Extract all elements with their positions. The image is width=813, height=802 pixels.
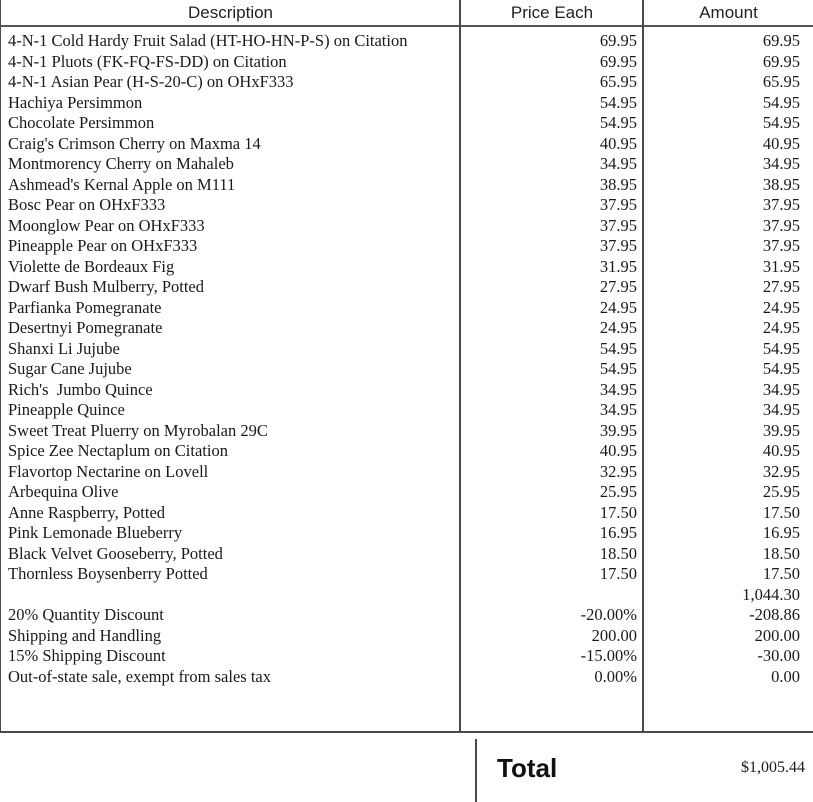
table-row <box>1 585 813 606</box>
cell-description: Craig's Crimson Cherry on Maxma 14 <box>8 133 261 153</box>
cell-amount: 40.95 <box>762 133 800 153</box>
table-row <box>1 339 813 360</box>
table-row <box>1 277 813 298</box>
cell-amount: 34.95 <box>762 400 800 419</box>
cell-price-each: 0.00% <box>594 666 637 686</box>
cell-price-each: 40.95 <box>599 441 637 460</box>
table-row <box>1 523 813 544</box>
cell-amount: 40.95 <box>762 441 800 460</box>
cell-price-each: -20.00% <box>580 605 637 624</box>
cell-price-each: 200.00 <box>591 625 637 645</box>
cell-description: Moonglow Pear on OHxF333 <box>8 215 205 235</box>
table-row <box>1 134 813 155</box>
cell-description: Pink Lemonade Blueberry <box>8 523 183 542</box>
cell-price-each: 27.95 <box>599 277 637 296</box>
cell-description: Dwarf Bush Mulberry, Potted <box>8 277 204 296</box>
cell-price-each: 54.95 <box>599 338 637 358</box>
cell-description: Sugar Cane Jujube <box>8 359 132 378</box>
cell-description: Pineapple Pear on OHxF333 <box>8 236 198 255</box>
table-row <box>1 318 813 339</box>
table-row <box>1 626 813 647</box>
total-section <box>0 735 813 802</box>
table-row <box>1 482 813 503</box>
cell-amount: 54.95 <box>762 92 800 112</box>
cell-price-each: 65.95 <box>599 72 637 91</box>
column-header-price-each: Price Each <box>510 2 594 22</box>
cell-amount: 18.50 <box>762 543 800 563</box>
cell-description: 15% Shipping Discount <box>8 646 166 665</box>
cell-price-each: 32.95 <box>599 461 637 481</box>
cell-description: Pineapple Quince <box>8 400 125 419</box>
cell-amount: 38.95 <box>762 174 800 194</box>
cell-price-each: 16.95 <box>599 523 637 542</box>
table-row <box>1 359 813 380</box>
table-row <box>1 605 813 626</box>
cell-description: Montmorency Cherry on Mahaleb <box>8 154 234 173</box>
cell-description: Ashmead's Kernal Apple on M111 <box>8 174 236 194</box>
cell-amount: 17.50 <box>762 502 800 522</box>
cell-description: Black Velvet Gooseberry, Potted <box>8 543 223 563</box>
cell-amount: 16.95 <box>762 523 800 542</box>
table-row <box>1 216 813 237</box>
cell-description: Desertnyi Pomegranate <box>8 318 163 337</box>
cell-amount: 39.95 <box>762 420 800 440</box>
cell-price-each: 54.95 <box>599 113 637 132</box>
table-row <box>1 380 813 401</box>
cell-amount: 24.95 <box>762 318 800 337</box>
table-row <box>1 564 813 585</box>
total-divider <box>475 739 477 802</box>
cell-price-each: -15.00% <box>580 646 637 665</box>
table-row <box>1 646 813 667</box>
table-row <box>1 400 813 421</box>
cell-amount: -30.00 <box>757 646 800 665</box>
cell-amount: 17.50 <box>762 564 800 583</box>
cell-price-each: 54.95 <box>599 92 637 112</box>
table-row <box>1 462 813 483</box>
cell-amount: 54.95 <box>762 359 800 378</box>
cell-description: Out-of-state sale, exempt from sales tax <box>8 666 271 686</box>
cell-description: Shipping and Handling <box>8 625 162 645</box>
cell-price-each: 34.95 <box>599 154 637 173</box>
table-row <box>1 503 813 524</box>
cell-description: Thornless Boysenberry Potted <box>8 564 208 583</box>
cell-amount: 54.95 <box>762 113 800 132</box>
cell-price-each: 31.95 <box>599 256 637 276</box>
table-row <box>1 72 813 93</box>
table-row <box>1 93 813 114</box>
cell-amount: 34.95 <box>762 154 800 173</box>
cell-description: Anne Raspberry, Potted <box>8 502 166 522</box>
cell-description: Arbequina Olive <box>8 482 119 501</box>
table-row <box>1 544 813 565</box>
cell-description: 4-N-1 Cold Hardy Fruit Salad (HT-HO-HN-P-S) on Citation <box>8 31 408 50</box>
cell-description: Chocolate Persimmon <box>8 113 155 132</box>
cell-price-each: 69.95 <box>599 31 637 50</box>
cell-price-each: 37.95 <box>599 236 637 255</box>
cell-amount: 200.00 <box>754 625 800 645</box>
cell-description: 4-N-1 Asian Pear (H-S-20-C) on OHxF333 <box>8 72 294 91</box>
cell-description: Bosc Pear on OHxF333 <box>8 195 166 214</box>
column-header-amount: Amount <box>699 2 758 22</box>
table-row <box>1 257 813 278</box>
cell-amount: 1,044.30 <box>742 584 800 604</box>
total-label: Total <box>497 753 558 783</box>
cell-price-each: 18.50 <box>599 543 637 563</box>
cell-description: Violette de Bordeaux Fig <box>8 256 175 276</box>
total-value: $1,005.44 <box>741 759 805 776</box>
cell-description: Hachiya Persimmon <box>8 92 143 112</box>
cell-price-each: 39.95 <box>599 420 637 440</box>
table-header-row <box>1 0 813 27</box>
cell-description: Parfianka Pomegranate <box>8 297 162 317</box>
column-divider-description-price <box>459 0 461 731</box>
cell-price-each: 37.95 <box>599 195 637 214</box>
cell-amount: 54.95 <box>762 338 800 358</box>
table-body <box>1 27 813 687</box>
cell-amount: 65.95 <box>762 72 800 91</box>
cell-description: Flavortop Nectarine on Lovell <box>8 461 209 481</box>
column-header-description: Description <box>187 2 274 22</box>
cell-description: 4-N-1 Pluots (FK-FQ-FS-DD) on Citation <box>8 51 287 71</box>
cell-description: Shanxi Li Jujube <box>8 338 120 358</box>
cell-price-each: 17.50 <box>599 502 637 522</box>
cell-price-each: 17.50 <box>599 564 637 583</box>
table-row <box>1 175 813 196</box>
cell-price-each: 34.95 <box>599 379 637 399</box>
cell-amount: 37.95 <box>762 215 800 235</box>
cell-price-each: 34.95 <box>599 400 637 419</box>
cell-price-each: 69.95 <box>599 51 637 71</box>
column-divider-price-amount <box>642 0 644 731</box>
table-row <box>1 52 813 73</box>
cell-description: 20% Quantity Discount <box>8 605 164 624</box>
cell-amount: 69.95 <box>762 31 800 50</box>
cell-price-each: 38.95 <box>599 174 637 194</box>
cell-price-each <box>460 585 644 606</box>
cell-amount: 34.95 <box>762 379 800 399</box>
table-row <box>1 236 813 257</box>
cell-description: Sweet Treat Pluerry on Myrobalan 29C <box>8 420 268 440</box>
cell-amount: -208.86 <box>749 605 800 624</box>
table-row <box>1 154 813 175</box>
cell-amount: 32.95 <box>762 461 800 481</box>
cell-price-each: 25.95 <box>599 482 637 501</box>
cell-amount: 31.95 <box>762 256 800 276</box>
cell-amount: 27.95 <box>762 277 800 296</box>
cell-price-each: 24.95 <box>599 297 637 317</box>
cell-amount: 25.95 <box>762 482 800 501</box>
table-row <box>1 667 813 688</box>
cell-price-each: 54.95 <box>599 359 637 378</box>
cell-amount: 37.95 <box>762 195 800 214</box>
cell-price-each: 24.95 <box>599 318 637 337</box>
cell-description <box>1 585 460 606</box>
table-row <box>1 195 813 216</box>
table-row <box>1 31 813 52</box>
cell-price-each: 40.95 <box>599 133 637 153</box>
table-row <box>1 441 813 462</box>
cell-price-each: 37.95 <box>599 215 637 235</box>
cell-amount: 69.95 <box>762 51 800 71</box>
table-row <box>1 421 813 442</box>
table-row <box>1 113 813 134</box>
cell-amount: 24.95 <box>762 297 800 317</box>
cell-description: Rich's Jumbo Quince <box>8 379 153 399</box>
cell-amount: 0.00 <box>771 666 800 686</box>
cell-description: Spice Zee Nectaplum on Citation <box>8 441 228 460</box>
cell-amount: 37.95 <box>762 236 800 255</box>
table-row <box>1 298 813 319</box>
